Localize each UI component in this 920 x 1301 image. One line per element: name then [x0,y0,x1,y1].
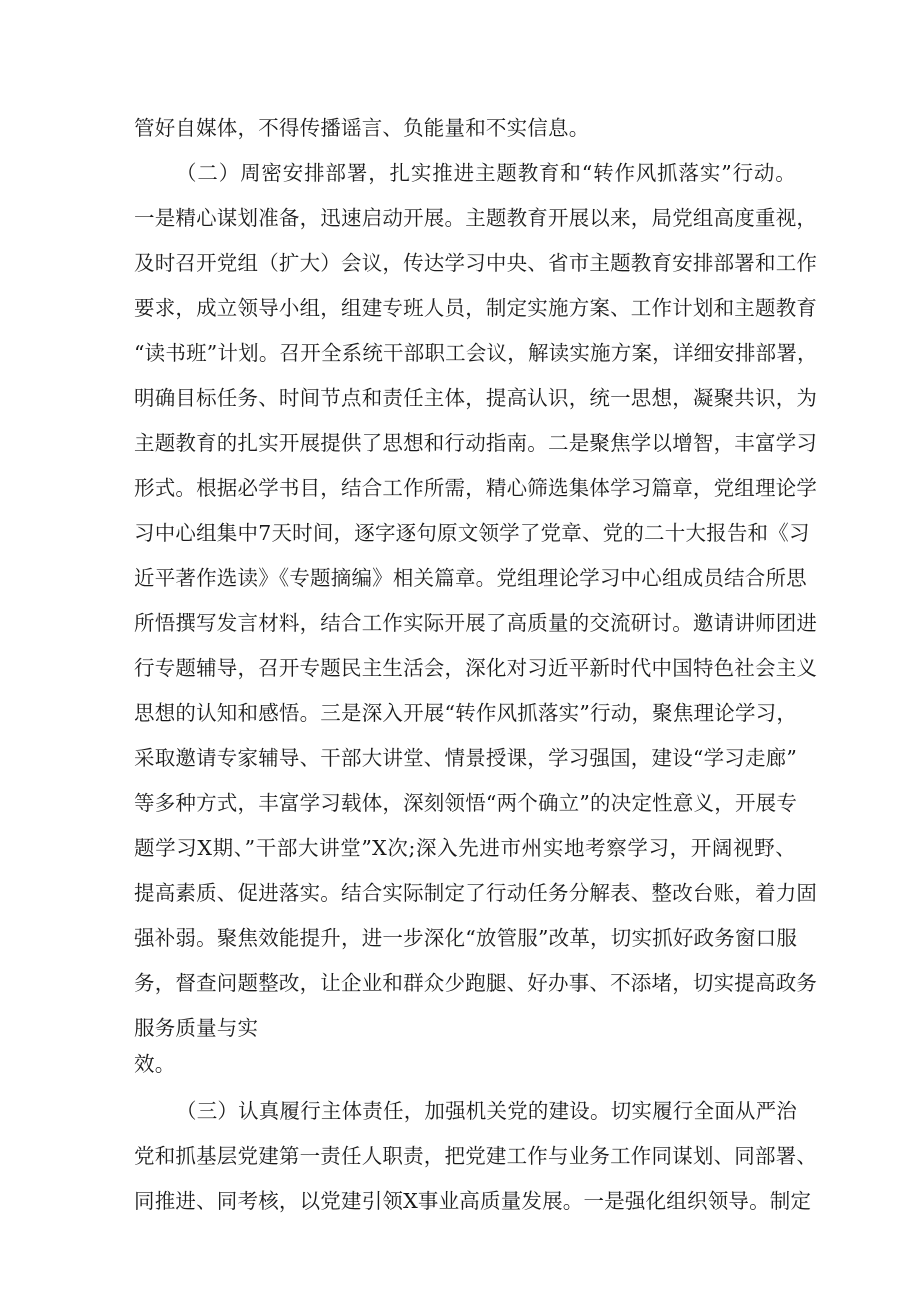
text-line: 所悟撰写发言材料，结合工作实际开展了高质量的交流研讨。邀请讲师团进 [134,611,818,635]
text-line: 一是精心谋划准备，迅速启动开展。主题教育开展以来，局党组高度重视， [134,206,818,230]
text-line: 等多种方式，丰富学习载体，深刻领悟“两个确立”的决定性意义，开展专 [134,791,798,815]
text-line: 近平著作选读》《专题摘编》相关篇章。党组理论学习中心组成员结合所思 [134,566,807,590]
text-line: 务，督查问题整改，让企业和群众少跑腿、好办事、不添堵，切实提高政务 [134,971,818,995]
text-line: 及时召开党组（扩大）会议，传达学习中央、省市主题教育安排部署和工作 [134,251,818,275]
section-heading-3: （三）认真履行主体责任，加强机关党的建设。切实履行全面从严治 [176,1099,797,1123]
text-line: 题学习X期、”干部大讲堂”X次;深入先进市州实地考察学习，开阔视野、 [134,836,796,860]
text-line: 采取邀请专家辅导、干部大讲堂、情景授课，学习强国，建设“学习走廊” [134,746,798,770]
text-line: 明确目标任务、时间节点和责任主体，提高认识，统一思想，凝聚共识，为 [134,386,818,410]
text-line: “读书班”计划。召开全系统干部职工会议，解读实施方案，详细安排部署， [134,341,818,365]
text-line: 效。 [134,1052,176,1076]
text-line: 主题教育的扎实开展提供了思想和行动指南。二是聚焦学以增智，丰富学习 [134,431,818,455]
text-line: 管好自媒体，不得传播谣言、负能量和不实信息。 [134,116,590,140]
section-heading-2: （二）周密安排部署，扎实推进主题教育和“转作风抓落实”行动。 [176,161,796,185]
text-line: 习中心组集中7天时间，逐字逐句原文领学了党章、党的二十大报告和《习 [134,521,810,545]
text-line: 行专题辅导，召开专题民主生活会，深化对习近平新时代中国特色社会主义 [134,656,818,680]
text-line: 思想的认知和感悟。三是深入开展“转作风抓落实”行动，聚焦理论学习， [134,701,798,725]
text-line: 党和抓基层党建第一责任人职责，把党建工作与业务工作同谋划、同部署、 [134,1144,818,1168]
text-line: 形式。根据必学书目，结合工作所需，精心筛选集体学习篇章，党组理论学 [134,476,818,500]
text-line: 要求，成立领导小组，组建专班人员，制定实施方案、工作计划和主题教育 [134,296,818,320]
text-line: 同推进、同考核，以党建引领X事业高质量发展。一是强化组织领导。制定 [134,1189,812,1213]
text-line: 强补弱。聚焦效能提升，进一步深化“放管服”改革，切实抓好政务窗口服 [134,926,798,950]
text-line: 服务质量与实 [134,1016,259,1040]
text-line: 提高素质、促进落实。结合实际制定了行动任务分解表、整改台账，着力固 [134,881,818,905]
